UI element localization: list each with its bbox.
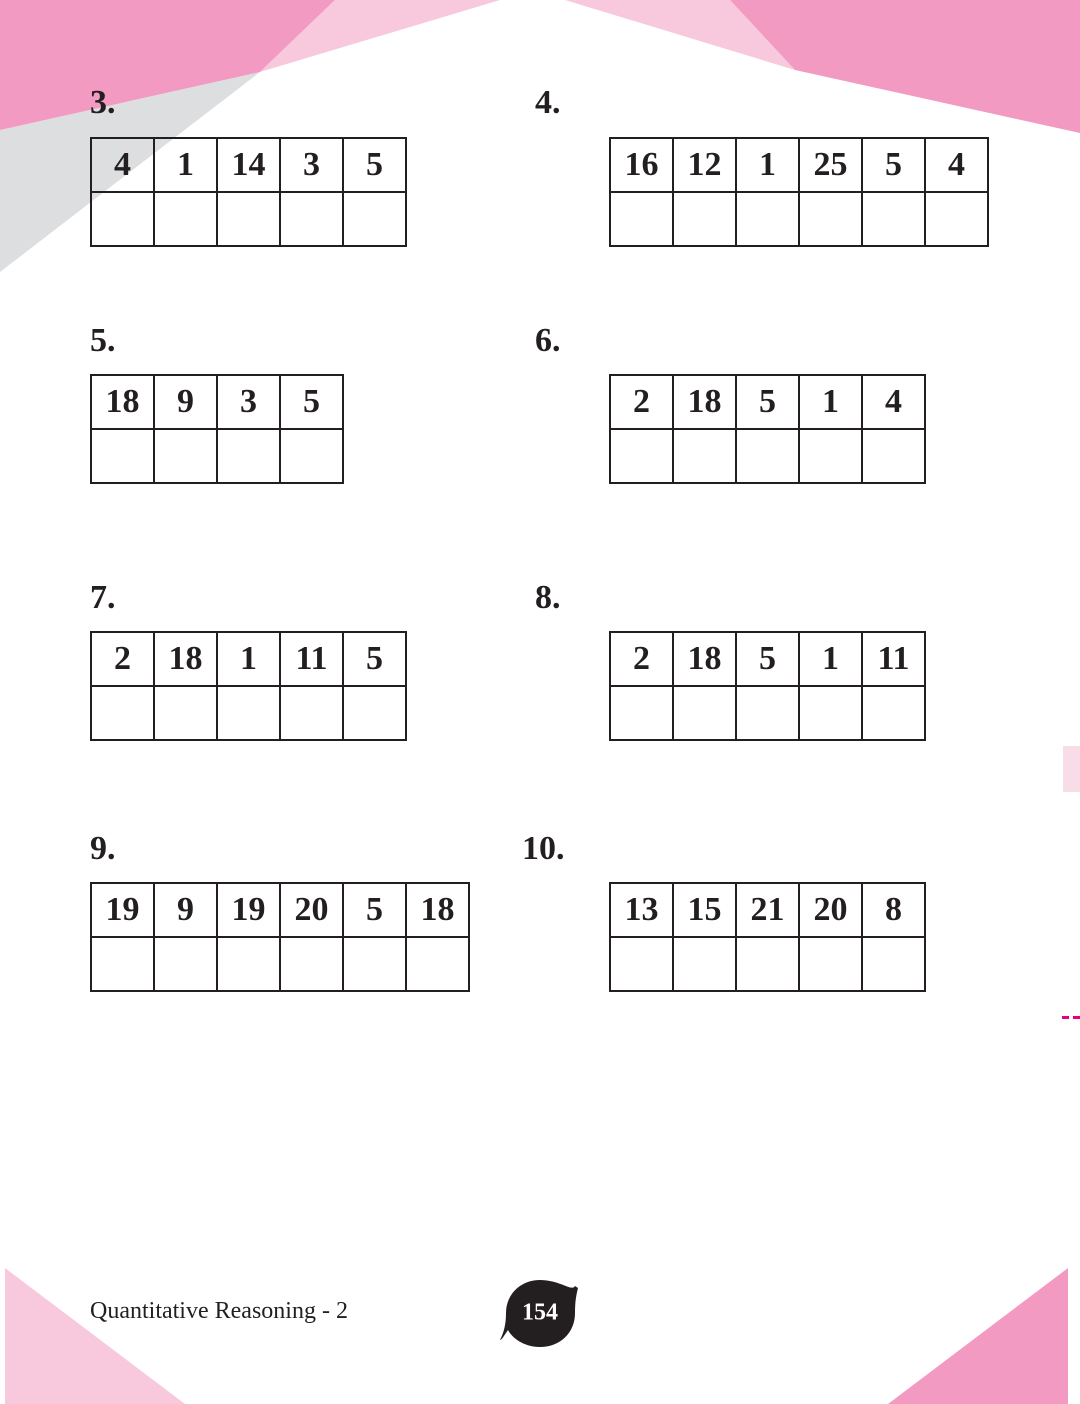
clue-row <box>610 375 925 429</box>
answer-cell[interactable] <box>217 192 280 246</box>
question-6-grid <box>609 374 926 484</box>
clue-row <box>91 883 469 937</box>
answer-cell[interactable] <box>736 686 799 740</box>
answer-cell[interactable] <box>673 192 736 246</box>
clue-cell: 15 <box>673 883 736 937</box>
question-9-number: 9. <box>90 830 116 867</box>
decor-pink-topright <box>730 0 1080 133</box>
clue-cell: 5 <box>343 883 406 937</box>
question-7-grid <box>90 631 407 741</box>
answer-cell[interactable] <box>406 937 469 991</box>
answer-cell[interactable] <box>799 937 862 991</box>
answer-cell[interactable] <box>91 937 154 991</box>
question-7-number: 7. <box>90 579 116 616</box>
clue-cell: 4 <box>91 138 154 192</box>
question-3-number: 3. <box>90 84 116 121</box>
page-number: 154 <box>522 1299 558 1326</box>
answer-cell[interactable] <box>610 429 673 483</box>
clue-row <box>91 138 406 192</box>
decor-pink-bottomright <box>888 1268 1068 1404</box>
clue-cell: 20 <box>280 883 343 937</box>
clue-cell: 18 <box>154 632 217 686</box>
answer-row <box>610 429 925 483</box>
question-5-grid <box>90 374 344 484</box>
answer-cell[interactable] <box>610 686 673 740</box>
clue-cell: 1 <box>217 632 280 686</box>
clue-cell: 18 <box>673 375 736 429</box>
answer-cell[interactable] <box>862 686 925 740</box>
decor-lightpink-bottomleft <box>5 1268 185 1404</box>
question-9-grid <box>90 882 470 992</box>
clue-cell: 25 <box>799 138 862 192</box>
clue-cell: 18 <box>673 632 736 686</box>
answer-cell[interactable] <box>154 192 217 246</box>
clue-row <box>91 375 343 429</box>
book-title: Quantitative Reasoning - 2 <box>90 1298 348 1324</box>
question-10-grid <box>609 882 926 992</box>
clue-cell: 14 <box>217 138 280 192</box>
answer-cell[interactable] <box>217 937 280 991</box>
question-10-number: 10. <box>522 830 565 867</box>
clue-cell: 16 <box>610 138 673 192</box>
answer-row <box>610 192 988 246</box>
decor-side-tab <box>1063 746 1080 792</box>
answer-cell[interactable] <box>280 192 343 246</box>
answer-cell[interactable] <box>673 429 736 483</box>
answer-cell[interactable] <box>280 937 343 991</box>
question-5-number: 5. <box>90 322 116 359</box>
clue-cell: 5 <box>280 375 343 429</box>
clue-cell: 19 <box>91 883 154 937</box>
answer-row <box>91 937 469 991</box>
answer-cell[interactable] <box>736 429 799 483</box>
answer-cell[interactable] <box>736 192 799 246</box>
clue-cell: 18 <box>91 375 154 429</box>
clue-cell: 9 <box>154 883 217 937</box>
answer-cell[interactable] <box>673 686 736 740</box>
answer-cell[interactable] <box>343 937 406 991</box>
clue-cell: 5 <box>862 138 925 192</box>
question-8-number: 8. <box>535 579 561 616</box>
answer-cell[interactable] <box>673 937 736 991</box>
question-3-grid <box>90 137 407 247</box>
question-6-number: 6. <box>535 322 561 359</box>
answer-cell[interactable] <box>736 937 799 991</box>
answer-cell[interactable] <box>925 192 988 246</box>
clue-row <box>91 632 406 686</box>
clue-cell: 19 <box>217 883 280 937</box>
accent-dash <box>1062 1016 1080 1019</box>
answer-cell[interactable] <box>862 192 925 246</box>
clue-cell: 8 <box>862 883 925 937</box>
answer-cell[interactable] <box>154 937 217 991</box>
clue-row <box>610 883 925 937</box>
clue-cell: 5 <box>343 138 406 192</box>
answer-cell[interactable] <box>799 686 862 740</box>
clue-cell: 18 <box>406 883 469 937</box>
answer-row <box>91 429 343 483</box>
answer-cell[interactable] <box>154 429 217 483</box>
clue-cell: 11 <box>280 632 343 686</box>
answer-row <box>91 686 406 740</box>
clue-cell: 3 <box>280 138 343 192</box>
answer-row <box>610 937 925 991</box>
answer-cell[interactable] <box>217 686 280 740</box>
answer-cell[interactable] <box>343 192 406 246</box>
answer-row <box>610 686 925 740</box>
clue-cell: 4 <box>862 375 925 429</box>
answer-cell[interactable] <box>862 937 925 991</box>
clue-cell: 20 <box>799 883 862 937</box>
clue-cell: 12 <box>673 138 736 192</box>
clue-cell: 4 <box>925 138 988 192</box>
answer-cell[interactable] <box>610 192 673 246</box>
answer-cell[interactable] <box>280 429 343 483</box>
answer-cell[interactable] <box>91 429 154 483</box>
clue-cell: 13 <box>610 883 673 937</box>
clue-cell: 2 <box>610 375 673 429</box>
clue-cell: 1 <box>154 138 217 192</box>
clue-cell: 2 <box>610 632 673 686</box>
answer-row <box>91 192 406 246</box>
answer-cell[interactable] <box>280 686 343 740</box>
answer-cell[interactable] <box>610 937 673 991</box>
answer-cell[interactable] <box>217 429 280 483</box>
clue-row <box>610 632 925 686</box>
clue-cell: 5 <box>343 632 406 686</box>
clue-cell: 21 <box>736 883 799 937</box>
clue-cell: 1 <box>736 138 799 192</box>
question-4-grid <box>609 137 989 247</box>
clue-cell: 1 <box>799 632 862 686</box>
answer-cell[interactable] <box>91 686 154 740</box>
answer-cell[interactable] <box>343 686 406 740</box>
clue-row <box>610 138 988 192</box>
clue-cell: 3 <box>217 375 280 429</box>
answer-cell[interactable] <box>154 686 217 740</box>
answer-cell[interactable] <box>799 429 862 483</box>
answer-cell[interactable] <box>799 192 862 246</box>
clue-cell: 1 <box>799 375 862 429</box>
clue-cell: 11 <box>862 632 925 686</box>
answer-cell[interactable] <box>862 429 925 483</box>
clue-cell: 9 <box>154 375 217 429</box>
question-8-grid <box>609 631 926 741</box>
question-4-number: 4. <box>535 84 561 121</box>
clue-cell: 5 <box>736 632 799 686</box>
clue-cell: 5 <box>736 375 799 429</box>
answer-cell[interactable] <box>91 192 154 246</box>
clue-cell: 2 <box>91 632 154 686</box>
